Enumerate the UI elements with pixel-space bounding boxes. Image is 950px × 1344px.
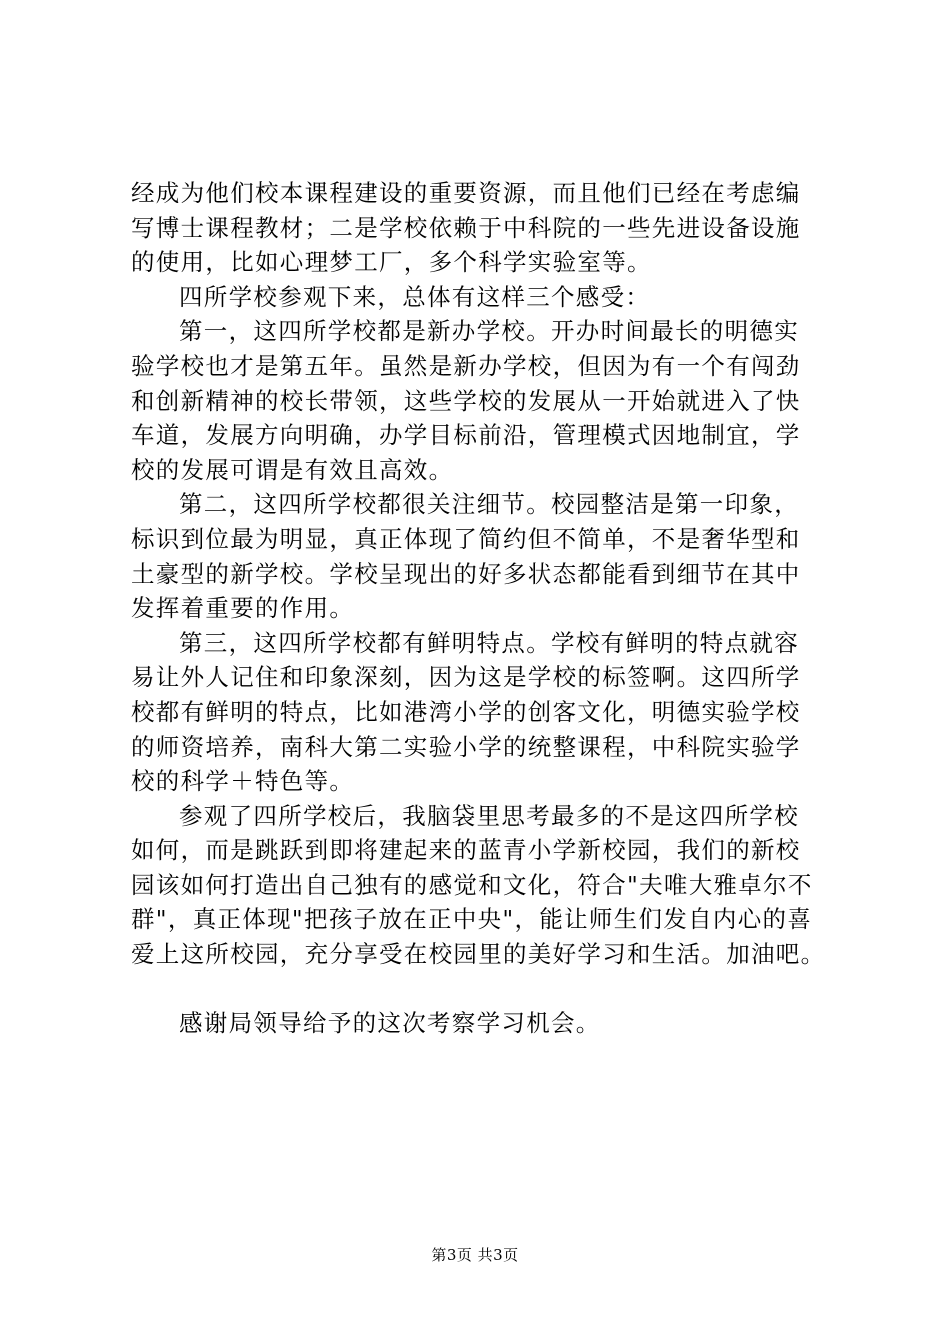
text-line: 爱上这所校园，充分享受在校园里的美好学习和生活。加油吧。 [131, 940, 826, 969]
text-line: 易让外人记住和印象深刻，因为这是学校的标签啊。这四所学 [131, 663, 801, 692]
paragraph-start: 第三，这四所学校都有鲜明特点。学校有鲜明的特点就容 [179, 628, 799, 657]
text-line: 校的科学＋特色等。 [131, 767, 355, 796]
paragraph-start: 参观了四所学校后，我脑袋里思考最多的不是这四所学校 [179, 801, 799, 830]
text-line: 的师资培养，南科大第二实验小学的统整课程，中科院实验学 [131, 732, 801, 761]
page-number-footer: 第3页 共3页 [431, 1246, 519, 1264]
closing-line: 感谢局领导给予的这次考察学习机会。 [179, 1009, 601, 1038]
text-line: 经成为他们校本课程建设的重要资源，而且他们已经在考虑编 [131, 179, 801, 207]
text-line: 发挥着重要的作用。 [131, 594, 355, 623]
text-line: 校都有鲜明的特点，比如港湾小学的创客文化，明德实验学校 [131, 697, 801, 726]
paragraph-start: 第一，这四所学校都是新办学校。开办时间最长的明德实 [179, 317, 799, 346]
text-line: 和创新精神的校长带领，这些学校的发展从一开始就进入了快 [131, 386, 801, 415]
paragraph-start: 四所学校参观下来，总体有这样三个感受： [179, 282, 651, 311]
document-body [131, 176, 851, 1041]
paragraph-spacer [131, 972, 851, 1007]
paragraph-start: 第二，这四所学校都很关注细节。校园整洁是第一印象， [179, 490, 799, 519]
text-line: 验学校也才是第五年。虽然是新办学校，但因为有一个有闯劲 [131, 351, 801, 380]
text-line: 群"，真正体现"把孩子放在正中央"，能让师生们发自内心的喜 [131, 905, 813, 934]
text-line: 如何，而是跳跃到即将建起来的蓝青小学新校园，我们的新校 [131, 836, 801, 865]
text-line: 土豪型的新学校。学校呈现出的好多状态都能看到细节在其中 [131, 559, 801, 588]
text-line: 的使用，比如心理梦工厂，多个科学实验室等。 [131, 248, 652, 277]
text-line: 写博士课程教材；二是学校依赖于中科院的一些先进设备设施 [131, 213, 801, 242]
text-line: 标识到位最为明显，真正体现了简约但不简单，不是奢华型和 [131, 524, 801, 553]
text-line: 校的发展可谓是有效且高效。 [131, 455, 454, 484]
text-line: 园该如何打造出自己独有的感觉和文化，符合"夫唯大雅卓尔不 [131, 870, 813, 899]
text-line: 车道，发展方向明确，办学目标前沿，管理模式因地制宜，学 [131, 421, 801, 450]
